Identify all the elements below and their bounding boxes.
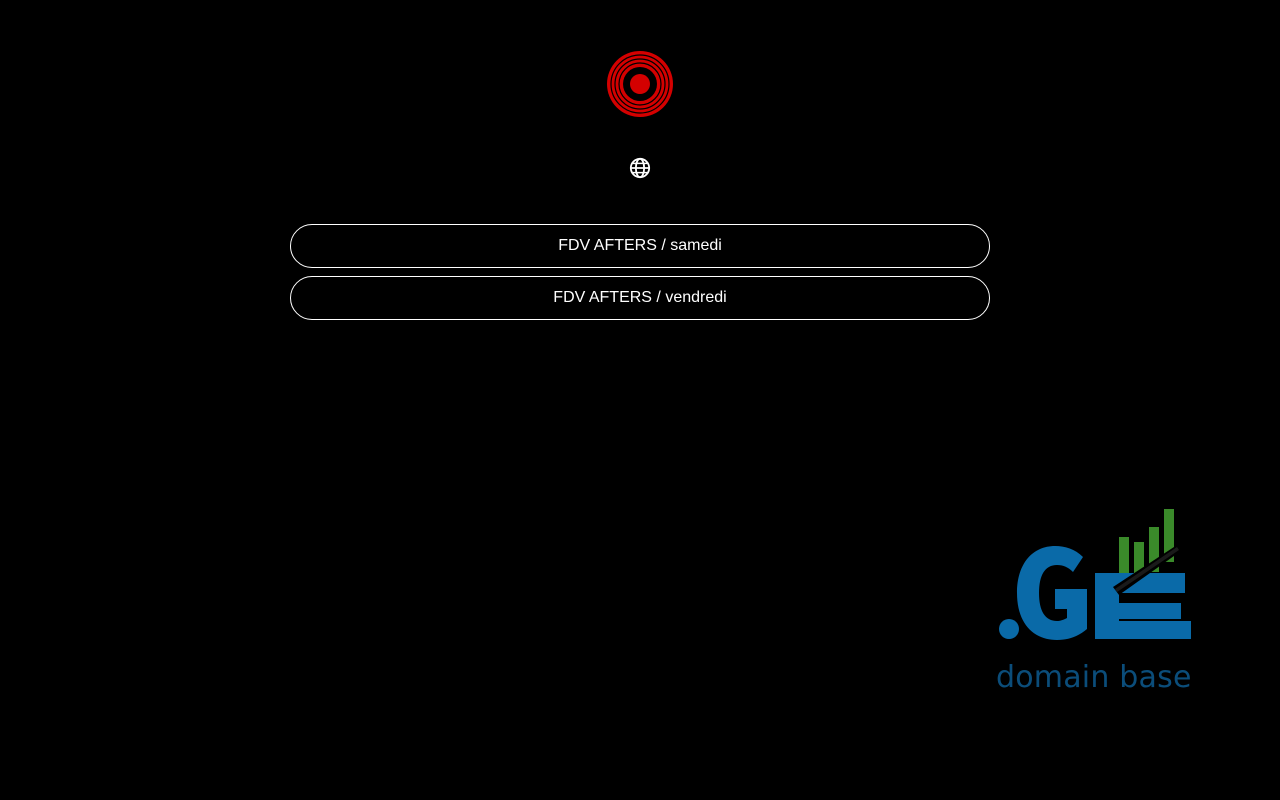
- language-selector[interactable]: [628, 156, 652, 180]
- red-target-icon: [606, 50, 674, 118]
- link-list: [290, 224, 990, 328]
- ge-domain-logo-icon: [995, 505, 1195, 655]
- globe-icon: [629, 157, 651, 179]
- domain-base-caption: domain base: [996, 660, 1192, 695]
- link-button-fdv-afters-samedi[interactable]: FDV AFTERS / samedi: [290, 224, 990, 268]
- profile-avatar: [606, 50, 674, 118]
- link-button-fdv-afters-vendredi[interactable]: FDV AFTERS / vendredi: [290, 276, 990, 320]
